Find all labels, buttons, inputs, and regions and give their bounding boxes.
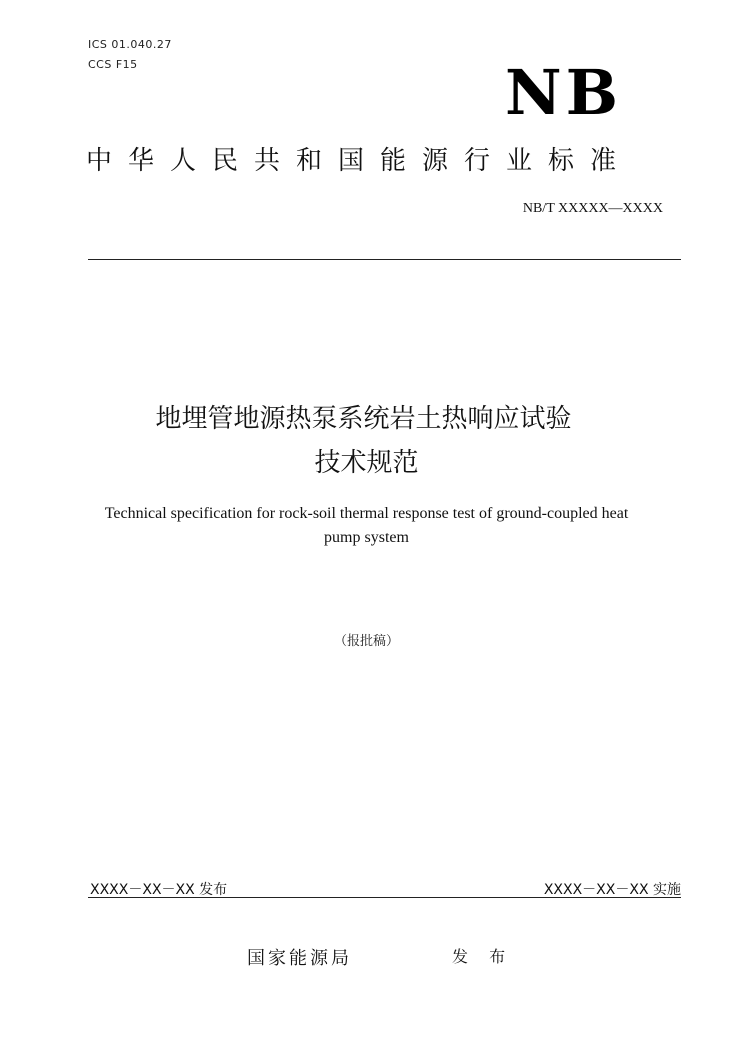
chinese-title-line-2: 技术规范 (314, 448, 419, 478)
draft-stage-label: （报批稿） (333, 634, 399, 649)
chinese-title-line-1: 地埋管地源热泵系统岩土热响应试验 (155, 404, 572, 434)
bottom-divider (88, 897, 681, 898)
english-title-line-2: pump system (324, 529, 409, 546)
top-divider (88, 259, 681, 260)
issuing-authority: 国家能源局 (247, 948, 352, 969)
ccs-code: CCS F15 (88, 58, 138, 71)
standard-number: NB/T XXXXX—XXXX (522, 201, 663, 216)
ics-code: ICS 01.040.27 (88, 38, 172, 51)
industry-standard-title: 中华人民共和国能源行业标准 (86, 146, 633, 176)
issue-date: XXXX－XX－XX 发布 (90, 882, 228, 898)
implementation-date: XXXX－XX－XX 实施 (543, 882, 681, 898)
nb-logo: NB (505, 56, 623, 129)
english-title-line-1: Technical specification for rock-soil thermal response test of ground-coupled heat (104, 505, 629, 522)
release-label: 发 布 (452, 947, 514, 966)
